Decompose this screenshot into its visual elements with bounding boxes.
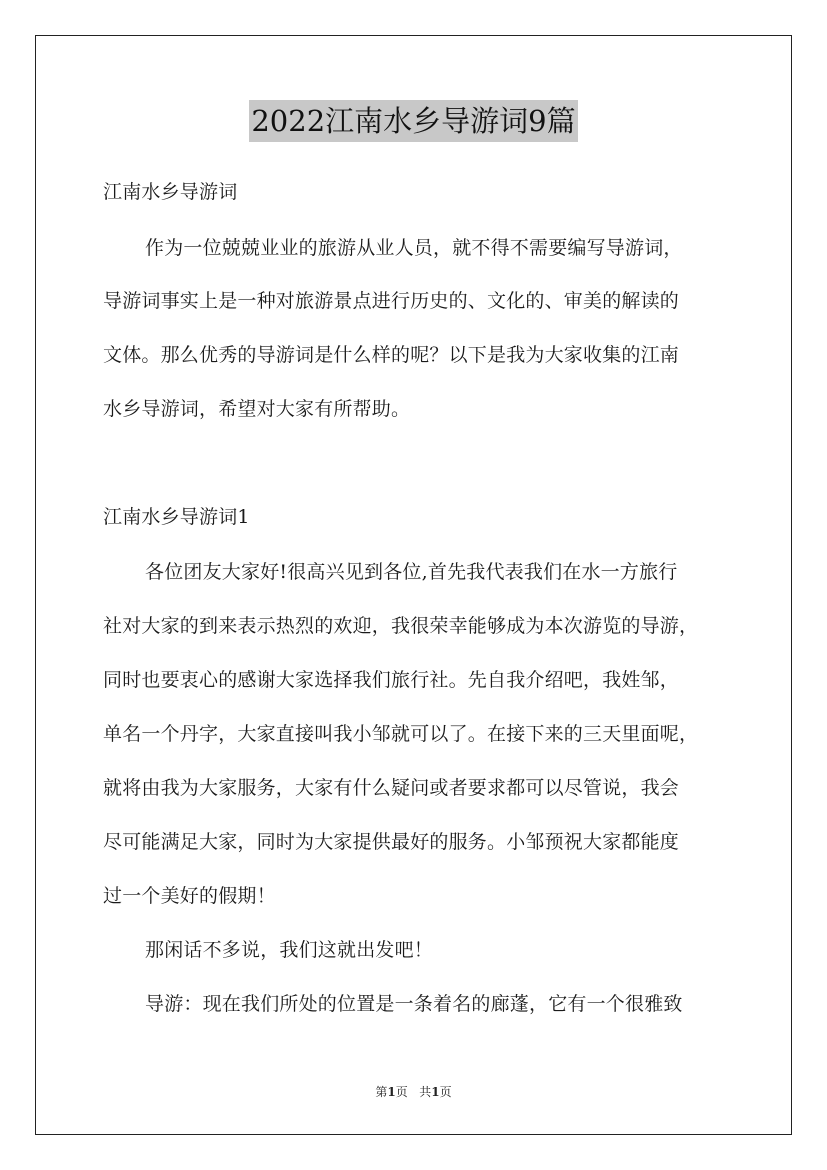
page-prefix: 第 xyxy=(375,1085,388,1099)
paragraph-line: 文体。那么优秀的导游词是什么样的呢？以下是我为大家收集的江南 xyxy=(103,344,680,366)
total-prefix: 共 xyxy=(419,1085,432,1099)
paragraph-line: 那闲话不多说，我们这就出发吧！ xyxy=(145,939,434,961)
paragraph-line: 就将由我为大家服务，大家有什么疑问或者要求都可以尽管说，我会 xyxy=(103,777,680,799)
paragraph-line: 水乡导游词，希望对大家有所帮助。 xyxy=(103,398,411,420)
paragraph-line: 过一个美好的假期！ xyxy=(103,885,276,907)
paragraph-line: 作为一位兢兢业业的旅游从业人员，就不得不需要编写导游词， xyxy=(145,237,683,259)
paragraph-line: 各位团友大家好!很高兴见到各位,首先我代表我们在水一方旅行 xyxy=(145,561,678,583)
page-number: 1 xyxy=(387,1085,396,1099)
paragraph-line: 社对大家的到来表示热烈的欢迎，我很荣幸能够成为本次游览的导游， xyxy=(103,615,699,637)
title-container xyxy=(0,100,827,142)
paragraph-line: 单名一个丹字，大家直接叫我小邹就可以了。在接下来的三天里面呢， xyxy=(103,723,699,745)
section-heading: 江南水乡导游词 xyxy=(103,181,238,203)
paragraph-line: 同时也要衷心的感谢大家选择我们旅行社。先自我介绍吧，我姓邹， xyxy=(103,669,680,691)
document-title: 2022江南水乡导游词9篇 xyxy=(249,100,577,142)
total-suffix: 页 xyxy=(439,1085,452,1099)
section-heading: 江南水乡导游词1 xyxy=(103,506,250,528)
paragraph-line: 导游：现在我们所处的位置是一条着名的廊蓬，它有一个很雅致 xyxy=(145,993,683,1015)
page-suffix: 页 xyxy=(395,1085,408,1099)
paragraph-line: 尽可能满足大家，同时为大家提供最好的服务。小邹预祝大家都能度 xyxy=(103,831,680,853)
total-number: 1 xyxy=(431,1085,440,1099)
page-footer xyxy=(0,1084,827,1100)
paragraph-line: 导游词事实上是一种对旅游景点进行历史的、文化的、审美的解读的 xyxy=(103,290,680,312)
